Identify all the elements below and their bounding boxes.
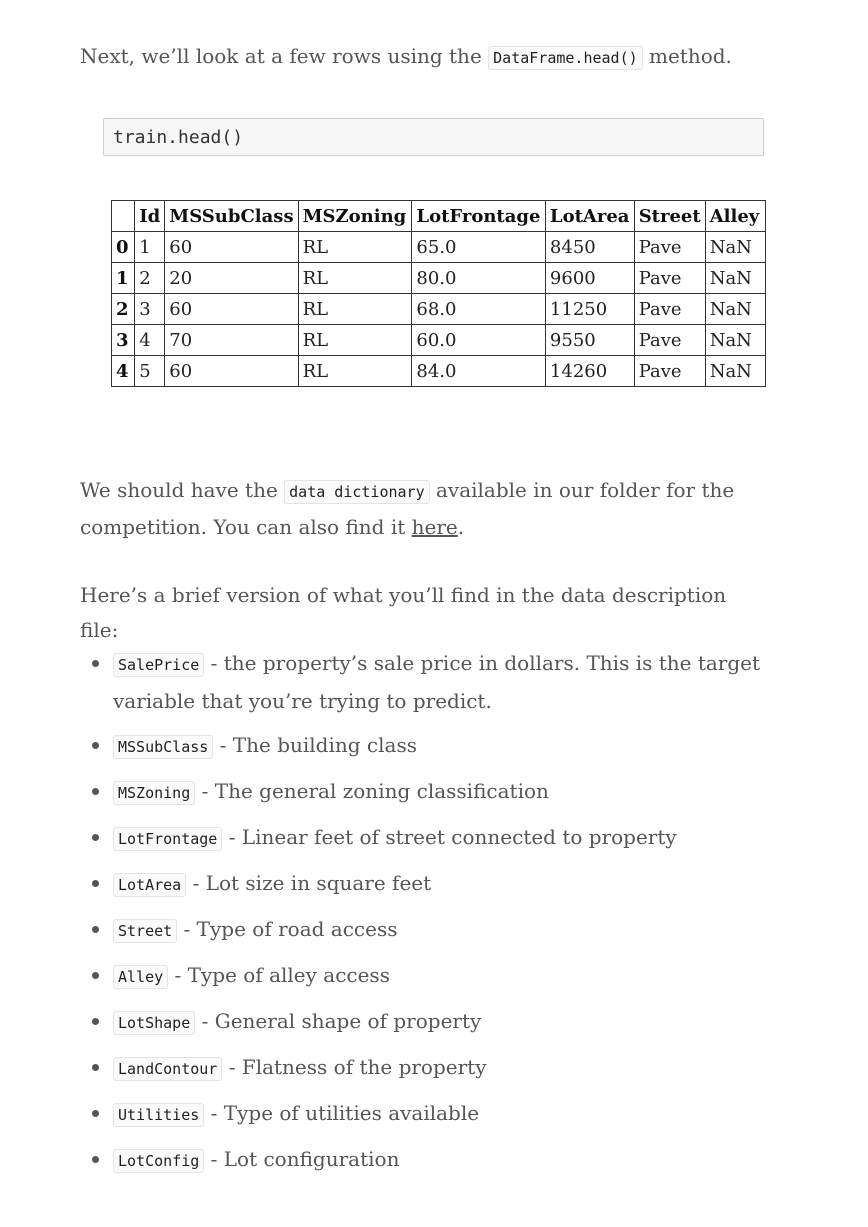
table-cell-index: 4 xyxy=(112,356,135,387)
field-name-code: LotFrontage xyxy=(113,827,222,851)
field-name-code: LandContour xyxy=(113,1057,222,1081)
field-name-code: MSSubClass xyxy=(113,735,213,759)
table-header-mssubclass: MSSubClass xyxy=(165,201,298,232)
list-item xyxy=(80,773,770,811)
table-cell: 60 xyxy=(165,356,298,387)
table-cell-index: 3 xyxy=(112,325,135,356)
field-name-code: LotShape xyxy=(113,1011,195,1035)
field-name-code: LotArea xyxy=(113,873,186,897)
table-cell: RL xyxy=(298,356,412,387)
table-cell: Pave xyxy=(634,356,705,387)
table-cell: 11250 xyxy=(545,294,634,325)
table-cell: 2 xyxy=(135,263,165,294)
bullet-icon xyxy=(92,660,99,667)
table-cell: 65.0 xyxy=(412,232,546,263)
table-row xyxy=(112,232,766,263)
brief-paragraph: Here’s a brief version of what you’ll find in the data description file: xyxy=(80,583,727,642)
dictionary-text-after: available in our folder for the competition. You can also find it xyxy=(80,478,735,539)
field-name-code: SalePrice xyxy=(113,653,204,677)
inline-code-data-dictionary: data dictionary xyxy=(284,480,429,504)
list-item xyxy=(80,911,770,949)
table-cell: NaN xyxy=(705,325,765,356)
table-cell: Pave xyxy=(634,294,705,325)
table-cell: RL xyxy=(298,263,412,294)
bullet-icon xyxy=(92,880,99,887)
table-row xyxy=(112,294,766,325)
dictionary-text-before: We should have the xyxy=(80,478,285,502)
field-description: - Lot configuration xyxy=(204,1147,400,1171)
table-cell: Pave xyxy=(634,325,705,356)
brief-section xyxy=(80,578,768,648)
bullet-icon xyxy=(92,1156,99,1163)
table-cell: 4 xyxy=(135,325,165,356)
table-cell: NaN xyxy=(705,263,765,294)
table-cell: 8450 xyxy=(545,232,634,263)
inline-code-dataframe-head: DataFrame.head() xyxy=(488,46,643,70)
table-header-mszoning: MSZoning xyxy=(298,201,412,232)
field-description: - Type of alley access xyxy=(168,963,390,987)
table-cell: 60 xyxy=(165,294,298,325)
dictionary-paragraph xyxy=(80,473,768,545)
table-cell: NaN xyxy=(705,294,765,325)
table-header-lotarea: LotArea xyxy=(545,201,634,232)
intro-paragraph xyxy=(80,39,768,76)
here-link[interactable]: here xyxy=(411,515,458,539)
bullet-icon xyxy=(92,834,99,841)
table-cell: 80.0 xyxy=(412,263,546,294)
table-cell: 9600 xyxy=(545,263,634,294)
table-cell: 20 xyxy=(165,263,298,294)
field-name-code: Utilities xyxy=(113,1103,204,1127)
table-header-row xyxy=(112,201,766,232)
table-cell: 14260 xyxy=(545,356,634,387)
bullet-icon xyxy=(92,972,99,979)
table-header-lotfrontage: LotFrontage xyxy=(412,201,546,232)
list-item xyxy=(80,645,770,719)
code-cell-source: train.head() xyxy=(113,127,244,148)
table-cell: NaN xyxy=(705,232,765,263)
list-item xyxy=(80,1141,770,1179)
field-description: - The general zoning classification xyxy=(195,779,549,803)
dataframe-table xyxy=(111,200,766,387)
table-cell: 3 xyxy=(135,294,165,325)
table-row xyxy=(112,263,766,294)
bullet-icon xyxy=(92,1018,99,1025)
table-cell: 1 xyxy=(135,232,165,263)
field-description: - General shape of property xyxy=(195,1009,482,1033)
table-cell-index: 2 xyxy=(112,294,135,325)
list-item xyxy=(80,819,770,857)
table-cell: 60.0 xyxy=(412,325,546,356)
table-cell: Pave xyxy=(634,232,705,263)
field-description-list xyxy=(80,645,770,1187)
field-name-code: Alley xyxy=(113,965,168,989)
bullet-icon xyxy=(92,1110,99,1117)
table-cell: 5 xyxy=(135,356,165,387)
field-description: - Linear feet of street connected to property xyxy=(222,825,677,849)
field-description: - Type of utilities available xyxy=(204,1101,480,1125)
table-header-index xyxy=(112,201,135,232)
table-cell-index: 1 xyxy=(112,263,135,294)
table-cell: NaN xyxy=(705,356,765,387)
bullet-icon xyxy=(92,926,99,933)
intro-section xyxy=(80,39,768,76)
table-header-street: Street xyxy=(634,201,705,232)
table-cell: 70 xyxy=(165,325,298,356)
table-row xyxy=(112,325,766,356)
table-cell: RL xyxy=(298,232,412,263)
field-name-code: LotConfig xyxy=(113,1149,204,1173)
dictionary-section xyxy=(80,473,768,545)
field-description: - the property’s sale price in dollars. This is the target variable that you’re trying to predict. xyxy=(113,651,761,713)
list-item xyxy=(80,727,770,765)
bullet-icon xyxy=(92,742,99,749)
table-cell: 68.0 xyxy=(412,294,546,325)
table-cell: 9550 xyxy=(545,325,634,356)
list-item xyxy=(80,957,770,995)
bullet-icon xyxy=(92,1064,99,1071)
list-item xyxy=(80,865,770,903)
dictionary-text-end: . xyxy=(457,515,465,539)
field-description: - The building class xyxy=(213,733,417,757)
table-header-alley: Alley xyxy=(705,201,765,232)
bullet-icon xyxy=(92,788,99,795)
field-description: - Flatness of the property xyxy=(222,1055,487,1079)
table-cell: Pave xyxy=(634,263,705,294)
table-header-id: Id xyxy=(135,201,165,232)
field-description: - Type of road access xyxy=(177,917,398,941)
field-description: - Lot size in square feet xyxy=(186,871,432,895)
table-cell: RL xyxy=(298,294,412,325)
code-cell[interactable] xyxy=(103,118,764,156)
list-item xyxy=(80,1049,770,1087)
field-name-code: Street xyxy=(113,919,177,943)
intro-text-after: method. xyxy=(642,44,732,68)
list-item xyxy=(80,1095,770,1133)
intro-text-before: Next, we’ll look at a few rows using the xyxy=(80,44,489,68)
field-name-code: MSZoning xyxy=(113,781,195,805)
table-cell-index: 0 xyxy=(112,232,135,263)
table-cell: 84.0 xyxy=(412,356,546,387)
table-cell: 60 xyxy=(165,232,298,263)
table-cell: RL xyxy=(298,325,412,356)
table-row xyxy=(112,356,766,387)
dataframe-output xyxy=(111,200,766,392)
list-item xyxy=(80,1003,770,1041)
